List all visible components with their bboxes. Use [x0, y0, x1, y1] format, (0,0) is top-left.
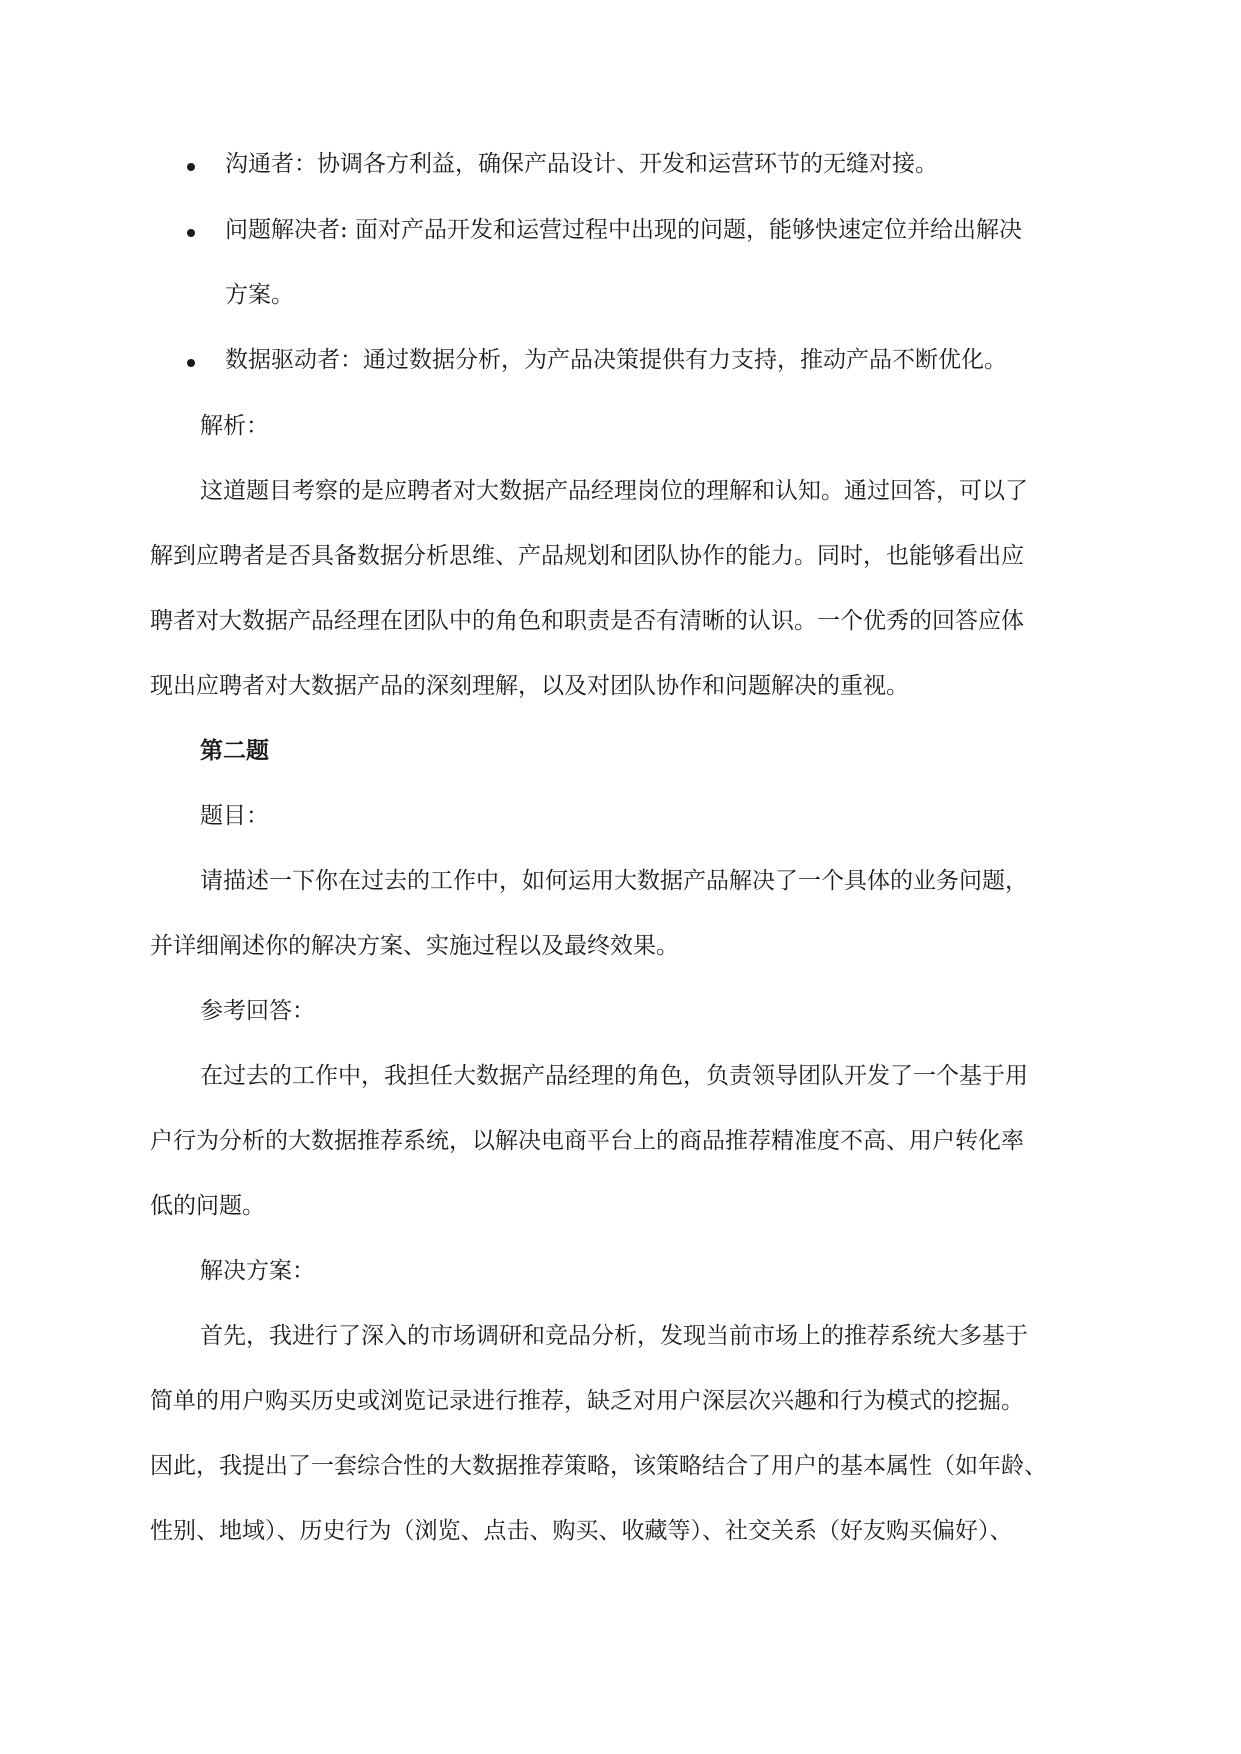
- analysis-line-4: 现出应聘者对大数据产品的深刻理解，以及对团队协作和问题解决的重视。: [150, 673, 909, 699]
- reference-line-3: 低的问题。: [150, 1193, 265, 1219]
- section-heading: 第二题: [200, 737, 269, 764]
- analysis-line-3: 聘者对大数据产品经理在团队中的角色和职责是否有清晰的认识。一个优秀的回答应体: [150, 608, 1024, 634]
- analysis-label: 解析：: [200, 413, 269, 439]
- solution-line-3: 因此，我提出了一套综合性的大数据推荐策略，该策略结合了用户的基本属性（如年龄、: [150, 1453, 1047, 1479]
- reference-line-2: 户行为分析的大数据推荐系统，以解决电商平台上的商品推荐精准度不高、用户转化率: [150, 1128, 1024, 1154]
- analysis-line-2: 解到应聘者是否具备数据分析思维、产品规划和团队协作的能力。同时，也能够看出应: [150, 543, 1024, 569]
- bullet-item-2-line-2: 方案。: [225, 282, 294, 308]
- bullet-dot-1: [187, 163, 195, 171]
- bullet-item-2-line-1: 问题解决者: 面对产品开发和运营过程中出现的问题，能够快速定位并给出解决: [225, 217, 1023, 243]
- solution-line-4: 性别、地域）、历史行为（浏览、点击、购买、收藏等）、社交关系（好友购买偏好）、: [150, 1518, 1013, 1544]
- bullet-item-1-line-1: 沟通者：协调各方利益，确保产品设计、开发和运营环节的无缝对接。: [225, 151, 938, 177]
- question-line-1: 请描述一下你在过去的工作中，如何运用大数据产品解决了一个具体的业务问题，: [200, 868, 1028, 894]
- bullet-dot-2: [187, 229, 195, 237]
- bullet-item-3-line-1: 数据驱动者：通过数据分析，为产品决策提供有力支持，推动产品不断优化。: [225, 347, 1007, 373]
- solution-line-2: 简单的用户购买历史或浏览记录进行推荐，缺乏对用户深层次兴趣和行为模式的挖掘。: [150, 1388, 1024, 1414]
- question-line-2: 并详细阐述你的解决方案、实施过程以及最终效果。: [150, 933, 679, 959]
- solution-label: 解决方案：: [200, 1258, 315, 1284]
- bullet-dot-3: [187, 359, 195, 367]
- question-label: 题目：: [200, 803, 269, 829]
- analysis-line-1: 这道题目考察的是应聘者对大数据产品经理岗位的理解和认知。通过回答，可以了: [200, 478, 1028, 504]
- reference-line-1: 在过去的工作中，我担任大数据产品经理的角色，负责领导团队开发了一个基于用: [200, 1063, 1028, 1089]
- reference-label: 参考回答：: [200, 998, 315, 1024]
- solution-line-1: 首先，我进行了深入的市场调研和竞品分析，发现当前市场上的推荐系统大多基于: [200, 1323, 1028, 1349]
